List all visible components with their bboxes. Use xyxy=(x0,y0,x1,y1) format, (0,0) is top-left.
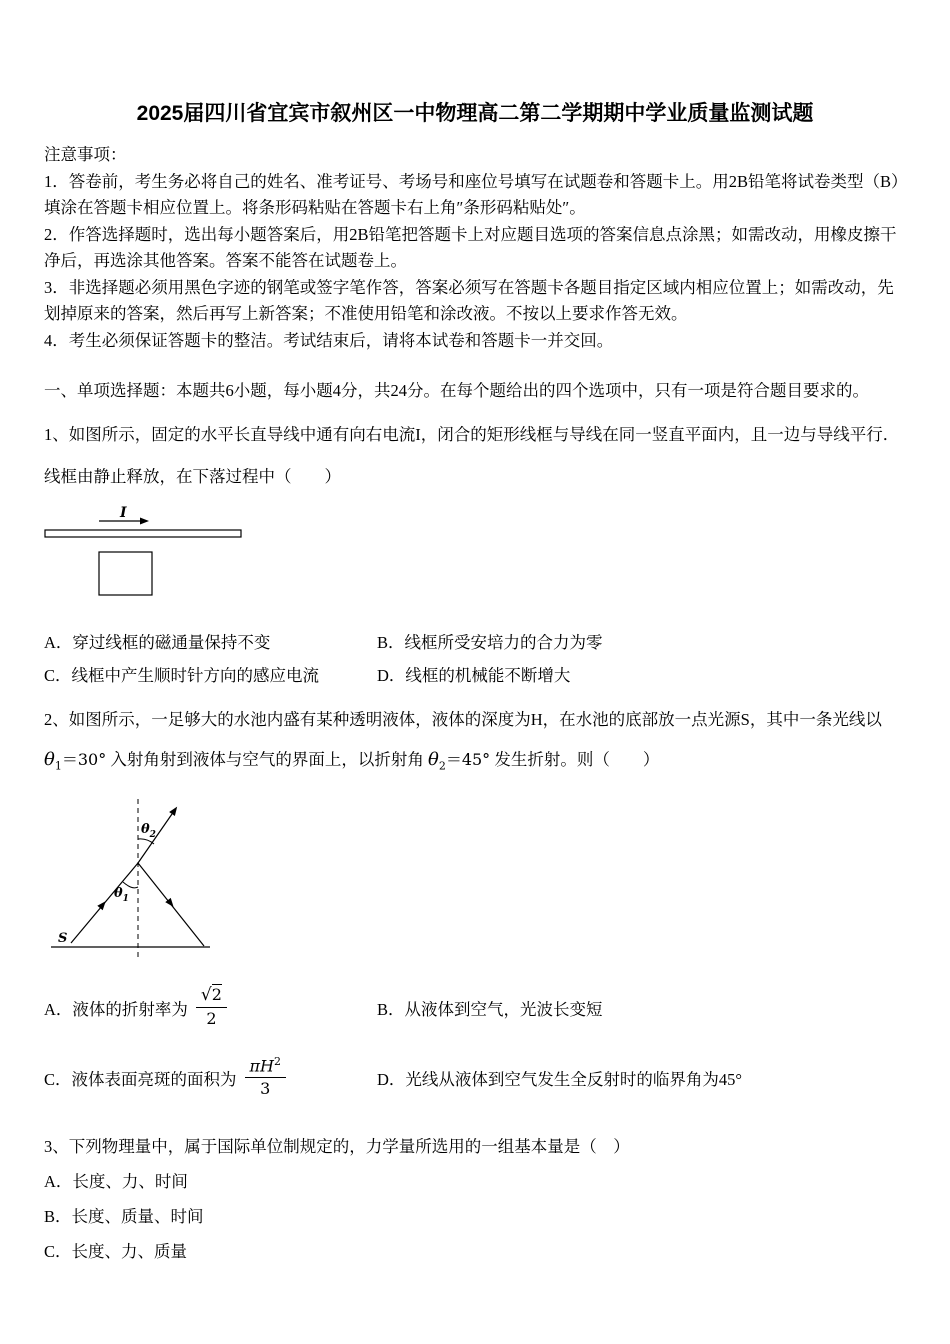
q1-figure xyxy=(44,506,244,601)
q2-text-end: 发生折射。则（ ） xyxy=(494,750,660,769)
q3-block xyxy=(44,1134,906,1266)
notice-item-2: 2．作答选择题时，选出每小题答案后，用2B铅笔把答题卡上对应题目选项的答案信息点涂黑；如需改动，用橡皮擦干净后，再选涂其他答案。答案不能答在试题卷上。 xyxy=(44,224,897,270)
q2-options-row2 xyxy=(44,1054,906,1108)
rectangular-loop xyxy=(99,552,152,595)
q2-math-theta1: $\theta_1=30^\circ$ xyxy=(44,749,107,773)
q1-option-d: D．线框的机械能不断增大 xyxy=(377,666,571,685)
q1-text-continued: 线框由静止释放，在下落过程中（ ） xyxy=(44,467,341,486)
q1-figure-wrap xyxy=(44,506,906,606)
page-title: 2025届四川省宜宾市叙州区一中物理高二第二学期期中学业质量监测试题 xyxy=(136,102,814,125)
q2-option-b: B．从液体到空气，光波长变短 xyxy=(377,1000,603,1020)
current-label: I xyxy=(120,505,127,521)
q2-options-row1 xyxy=(44,984,906,1038)
notice-item-4: 4．考生必须保证答题卡的整洁。考试结束后，请将本试卷和答题卡一并交回。 xyxy=(44,330,614,350)
theta1-label: $\theta_1$ xyxy=(114,885,129,904)
theta2-label: $\theta_2$ xyxy=(141,821,156,840)
current-arrowhead-icon xyxy=(140,517,149,524)
q2-figure-wrap xyxy=(48,795,906,968)
q2-option-c xyxy=(44,1055,377,1102)
q1-option-b: B．线框所受安培力的合力为零 xyxy=(377,632,603,652)
q3-option-b: B．长度、质量、时间 xyxy=(44,1206,204,1226)
q2-figure xyxy=(48,795,223,963)
q1-option-a: A．穿过线框的磁通量保持不变 xyxy=(44,632,271,652)
q2-option-c-label: C．液体表面亮斑的面积为 xyxy=(44,1070,237,1090)
q2-option-a-label: A．液体的折射率为 xyxy=(44,1000,188,1020)
light-source-label: S xyxy=(58,930,68,946)
notice-heading: 注意事项： xyxy=(44,145,127,164)
q1-text: 1、如图所示，固定的水平长直导线中通有向右电流I，闭合的矩形线框与导线在同一竖直平面内，且一边与导线平行． xyxy=(44,424,900,444)
q2-option-d: D．光线从液体到空气发生全反射时的临界角为45° xyxy=(377,1070,743,1090)
q2-text-mid: 入射角射到液体与空气的界面上，以折射角 xyxy=(110,750,424,769)
q2-text: 2、如图所示，一足够大的水池内盛有某种透明液体，液体的深度为H，在水池的底部放一点光源S，其中一条光线以 xyxy=(44,709,882,729)
fraction-piH2-over-3: $\frac{\pi H^2}{3}$ xyxy=(245,1055,286,1098)
notice-item-1: 1．答卷前，考生务必将自己的姓名、准考证号、考场号和座位号填写在试题卷和答题卡上。用2B铅笔将试卷类型（B）填涂在答题卡相应位置上。将条形码粘贴在答题卡右上角″条形码粘贴处″。 xyxy=(44,171,900,217)
refracted-ray-arrowhead-icon xyxy=(169,804,180,815)
q2-text-line2 xyxy=(44,745,906,782)
section-heading: 一、单项选择题：本题共6小题，每小题4分，共24分。在每个题给出的四个选项中，只有一项是符合题目要求的。 xyxy=(44,381,869,400)
q2-option-a xyxy=(44,985,377,1032)
notice-item-3: 3．非选择题必须用黑色字迹的钢笔或签字笔作答，答案必须写在答题卡各题目指定区域内相应位置上；如需改动，先划掉原来的答案，然后再写上新答案；不准使用铅笔和涂改液。不按以上要求作答无效。 xyxy=(44,277,894,323)
q3-option-a: A．长度、力、时间 xyxy=(44,1171,188,1191)
q1-options xyxy=(44,630,906,690)
theta1-arc xyxy=(123,882,138,888)
q1-option-c: C．线框中产生顺时针方向的感应电流 xyxy=(44,666,320,685)
q2-math-theta2: $\theta_2=45^\circ$ xyxy=(427,749,491,773)
straight-wire xyxy=(45,530,241,537)
q3-text: 3、下列物理量中，属于国际单位制规定的，力学量所选用的一组基本量是（ ） xyxy=(44,1136,630,1156)
q3-option-c: C．长度、力、质量 xyxy=(44,1241,188,1261)
fraction-sqrt2-over-2: $\frac{√2}{2}$ xyxy=(196,985,227,1028)
